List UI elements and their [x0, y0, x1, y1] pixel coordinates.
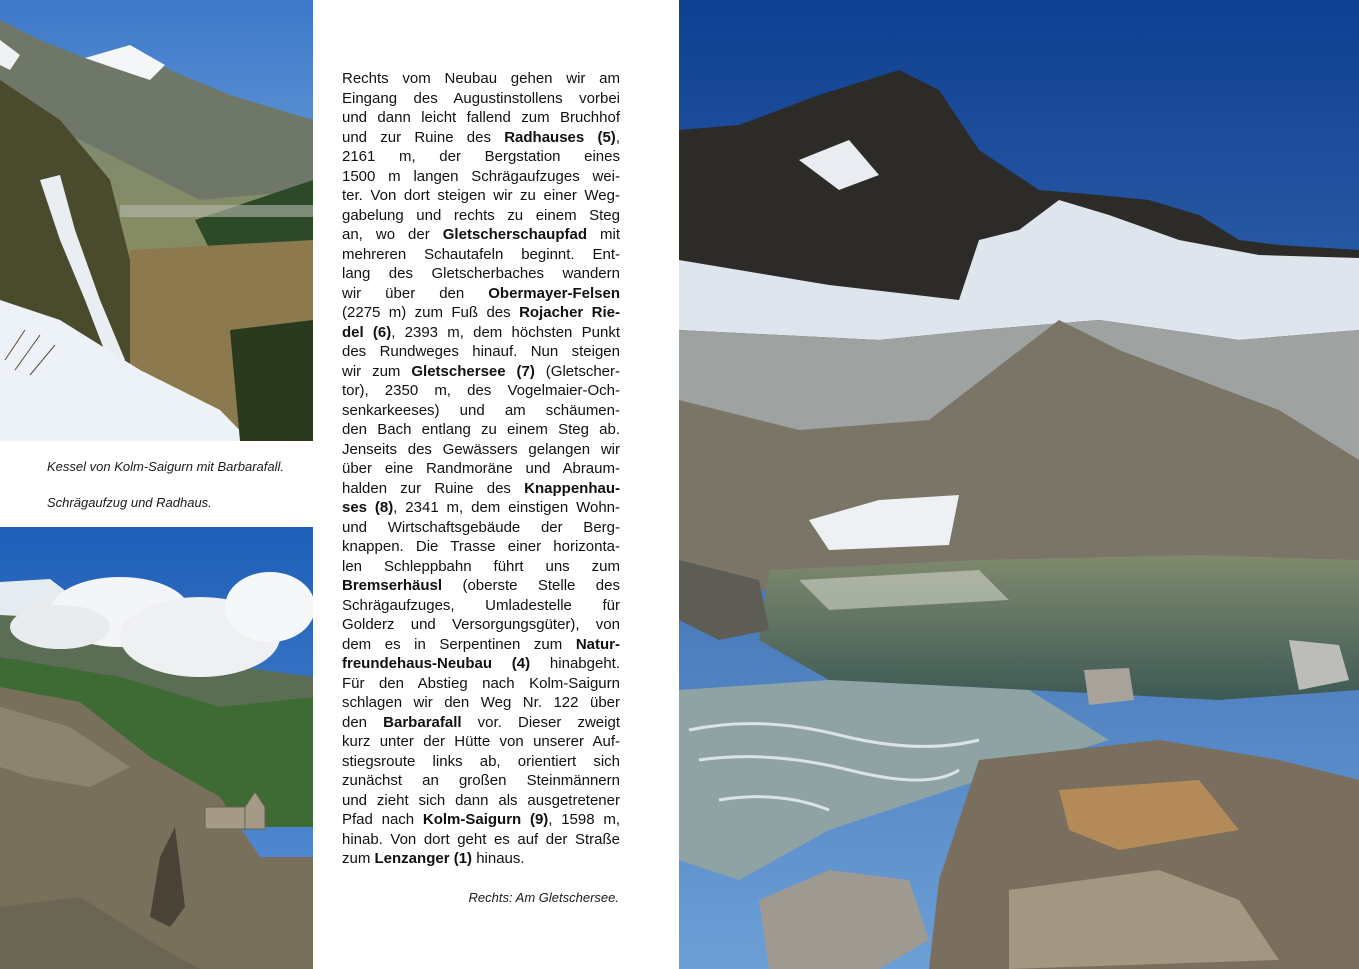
- text-line: [342, 89, 620, 109]
- bold-place-name: Obermayer-Felsen: [488, 284, 620, 302]
- route-description-text: [342, 69, 620, 869]
- text-segment: wir über den: [342, 284, 489, 302]
- text-segment: 1500 m langen Schrägaufzuges wei-: [342, 167, 620, 185]
- text-segment: an, wo der: [342, 226, 443, 243]
- text-line: [342, 206, 620, 226]
- text-line: [342, 596, 620, 616]
- text-line: [342, 381, 620, 401]
- text-segment: 2161 m, der Bergstation eines: [342, 148, 620, 165]
- bold-place-name: del (6): [342, 323, 392, 341]
- text-line: [342, 693, 620, 713]
- text-line: [342, 284, 620, 304]
- text-segment: stiegsroute links ab, orientiert sich: [342, 752, 620, 770]
- text-segment: hinaus.: [472, 850, 525, 867]
- text-segment: und dann leicht fallend zum Bruchhof: [342, 109, 620, 126]
- text-line: [342, 498, 620, 518]
- photo-caption-incline: Schrägaufzug und Radhaus.: [47, 495, 212, 510]
- text-line: [342, 732, 620, 752]
- bold-place-name: Lenzanger (1): [374, 850, 473, 867]
- photo-glacier-lake: [679, 0, 1359, 969]
- text-segment: senkarkeeses) und am schäumen-: [342, 401, 620, 419]
- bold-place-name: Radhauses (5): [504, 128, 616, 146]
- bold-place-name: Knappenhau-: [524, 479, 620, 497]
- bold-place-name: Bremserhäusl: [342, 577, 443, 594]
- text-line: [342, 225, 620, 245]
- text-line: [342, 186, 620, 206]
- text-segment: (oberste Stelle des: [442, 577, 620, 594]
- text-segment: mit: [586, 226, 620, 243]
- text-segment: mehreren Schautafeln beginnt. Ent-: [342, 245, 620, 263]
- text-segment: , 2341 m, dem einstigen Wohn-: [393, 499, 620, 516]
- text-segment: Golderz und Versorgungsgüter), von: [342, 616, 620, 633]
- text-segment: Schrägaufzuges, Umladestelle für: [342, 596, 620, 614]
- photo-caption-waterfall: Kessel von Kolm-Saigurn mit Barbarafall.: [47, 459, 284, 474]
- text-segment: zum: [342, 850, 375, 867]
- text-line: [342, 752, 620, 772]
- text-line: [342, 401, 620, 421]
- text-line: [342, 849, 620, 869]
- text-segment: des Rundweges hinauf. Nun steigen: [342, 343, 620, 360]
- text-segment: Für den Abstieg nach Kolm-Saigurn: [342, 674, 620, 692]
- text-line: [342, 654, 620, 674]
- text-line: [342, 771, 620, 791]
- text-line: [342, 713, 620, 733]
- text-line: [342, 342, 620, 362]
- text-line: [342, 576, 620, 596]
- photo-mountain-ruin: [0, 527, 313, 969]
- text-segment: vor. Dieser zweigt: [461, 713, 620, 731]
- text-segment: lang des Gletscherbaches wandern: [342, 265, 620, 282]
- text-line: [342, 674, 620, 694]
- text-segment: den Bach entlang zu einem Steg ab.: [342, 421, 620, 438]
- text-segment: hinabgeht.: [530, 655, 620, 672]
- text-line: [342, 537, 620, 557]
- photo-waterfall-valley: [0, 0, 313, 441]
- text-line: [342, 440, 620, 460]
- text-segment: über eine Randmoräne und Abraum-: [342, 460, 620, 477]
- text-segment: Rechts vom Neubau gehen wir am: [342, 70, 620, 87]
- bold-place-name: Kolm-Saigurn (9): [422, 811, 549, 828]
- bold-place-name: ses (8): [342, 499, 394, 516]
- text-line: [342, 167, 620, 187]
- text-segment: len Schleppbahn führt uns zum: [342, 557, 620, 575]
- text-line: [342, 147, 620, 167]
- bold-place-name: Gletschersee (7): [411, 362, 535, 380]
- text-line: [342, 557, 620, 577]
- text-line: [342, 615, 620, 635]
- text-segment: und Wirtschaftsgebäude der Berg-: [342, 518, 620, 536]
- text-line: [342, 635, 620, 655]
- text-segment: dem es in Serpentinen zum: [342, 635, 576, 653]
- text-segment: und zur Ruine des: [342, 128, 505, 146]
- text-line: [342, 69, 620, 89]
- text-segment: den: [342, 713, 384, 731]
- text-line: [342, 420, 620, 440]
- text-segment: ter. Von dort steigen wir zu einer Weg-: [342, 187, 620, 204]
- text-segment: gabelung und rechts zu einem Steg: [342, 206, 620, 224]
- text-segment: kurz unter der Hütte von unserer Auf-: [342, 733, 620, 750]
- bold-place-name: Natur-: [575, 635, 620, 653]
- text-segment: Eingang des Augustinstollens vorbei: [342, 89, 620, 107]
- photo-caption-glacier-lake: Rechts: Am Gletschersee.: [468, 890, 619, 905]
- text-line: [342, 362, 620, 382]
- text-line: [342, 518, 620, 538]
- text-line: [342, 108, 620, 128]
- text-line: [342, 323, 620, 343]
- text-segment: (2275 m) zum Fuß des: [342, 304, 520, 321]
- text-line: [342, 459, 620, 479]
- text-segment: zunächst an großen Steinmännern: [342, 772, 620, 789]
- bold-place-name: Rojacher Rie-: [519, 304, 620, 321]
- bold-place-name: Barbarafall: [383, 713, 462, 731]
- text-line: [342, 128, 620, 148]
- text-segment: Pfad nach: [342, 811, 423, 828]
- text-segment: , 1598 m,: [548, 811, 620, 828]
- text-line: [342, 810, 620, 830]
- text-segment: ,: [615, 128, 620, 146]
- bold-place-name: freundehaus-Neubau (4): [342, 655, 531, 672]
- text-line: [342, 830, 620, 850]
- text-segment: halden zur Ruine des: [342, 479, 525, 497]
- text-segment: tor), 2350 m, des Vogelmaier-Och-: [342, 382, 620, 399]
- text-line: [342, 245, 620, 265]
- text-line: [342, 479, 620, 499]
- text-segment: und zieht sich dann als ausgetretener: [342, 791, 620, 809]
- text-segment: schlagen wir den Weg Nr. 122 über: [342, 694, 620, 711]
- text-line: [342, 264, 620, 284]
- text-segment: hinab. Von dort geht es auf der Straße: [342, 830, 620, 848]
- text-line: [342, 791, 620, 811]
- text-segment: wir zum: [342, 362, 412, 380]
- text-segment: Jenseits des Gewässers gelangen wir: [342, 440, 620, 458]
- text-segment: knappen. Die Trasse einer horizonta-: [342, 538, 620, 555]
- text-segment: , 2393 m, dem höchsten Punkt: [391, 323, 620, 341]
- text-segment: (Gletscher-: [534, 362, 620, 380]
- text-line: [342, 303, 620, 323]
- bold-place-name: Gletscherschaupfad: [442, 226, 587, 243]
